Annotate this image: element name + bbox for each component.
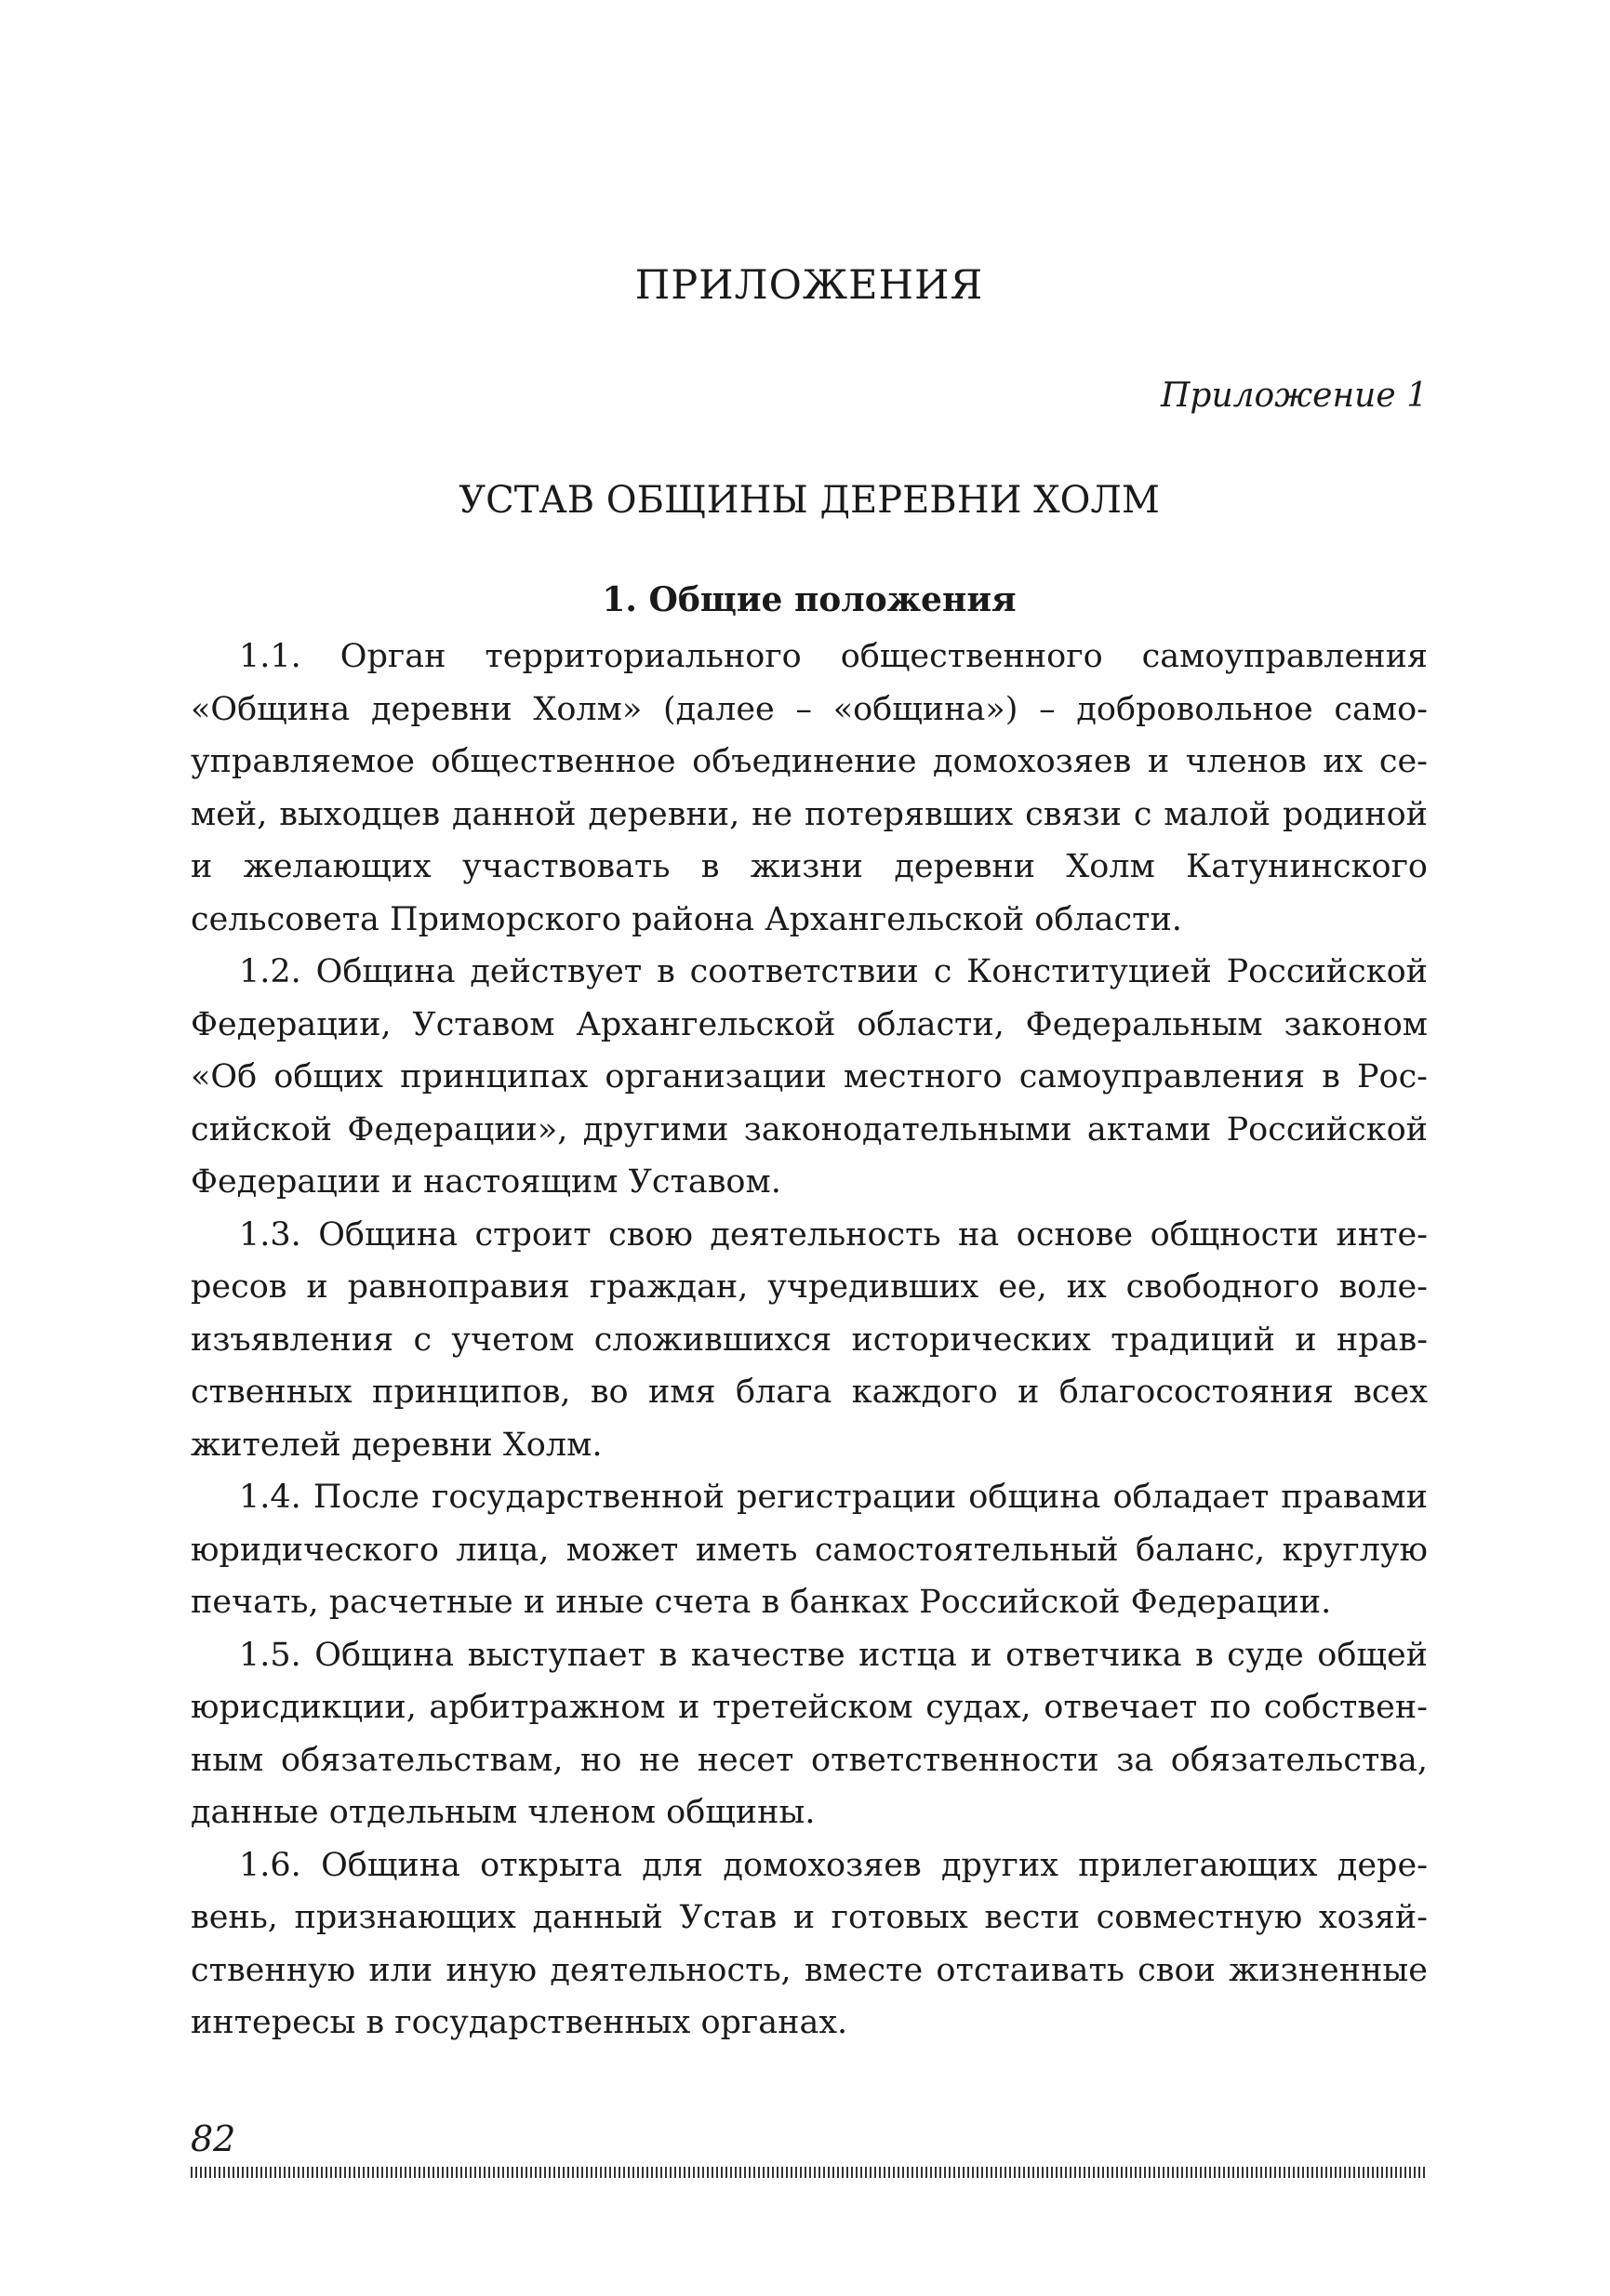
paragraph: 1.4. После государственной регистрации община обладает правами юридического лица, может иметь самостоятельный баланс, круглую печать, расчетные и иные счета в банках Российской Федерации. xyxy=(191,1479,1428,1621)
paragraph: 1.5. Община выступает в качестве истца и ответчика в суде общей юрисдикции, арбитражном и третейском судах, отвечает по собственным обязательствам, но не несет ответственности за обязательства, данные отдельным членом общины. xyxy=(191,1636,1428,1831)
paragraph: 1.1. Орган территориального общественного самоуправления «Община деревни Холм» (далее – «община») – добровольное самоуправляемое общественное объединение домохозяев и членов их семей, выходцев данной деревни, не потерявших связи с малой родиной и желающих участвовать в жизни деревни Холм Катунинского сельсовета Приморского района Архангельской области. xyxy=(191,638,1428,938)
footer-divider xyxy=(191,2167,1428,2178)
paragraph: 1.2. Община действует в соответствии с Конституцией Российской Федерации, Уставом Архангельской области, Федеральным законом «Об общих принципах организации местного самоуправления в Российской Федерации», другими законодательными актами Российской Федерации и настоящим Уставом. xyxy=(191,953,1428,1201)
document-title: УСТАВ ОБЩИНЫ ДЕРЕВНИ ХОЛМ xyxy=(459,479,1160,522)
paragraph: 1.3. Община строит свою деятельность на основе общности интересов и равноправия граждан, учредивших ее, их свободного волеизъявления с учетом сложившихся исторических традиций и нравственных принципов, во имя блага каждого и благосостояния всех жителей деревни Холм. xyxy=(191,1215,1428,1464)
page-number: 82 xyxy=(191,2118,236,2159)
paragraph: 1.6. Община открыта для домохозяев других прилегающих деревень, признающих данный Устав и готовых вести совместную хозяйственную или иную деятельность, вместе отстаивать свои жизненные интересы в государственных органах. xyxy=(191,1846,1428,2041)
section-heading: 1. Общие положения xyxy=(602,580,1017,619)
body-text xyxy=(191,630,1428,2050)
appendix-label: Приложение 1 xyxy=(1161,377,1428,415)
book-page xyxy=(191,0,1428,2296)
section-title: ПРИЛОЖЕНИЯ xyxy=(634,262,984,309)
